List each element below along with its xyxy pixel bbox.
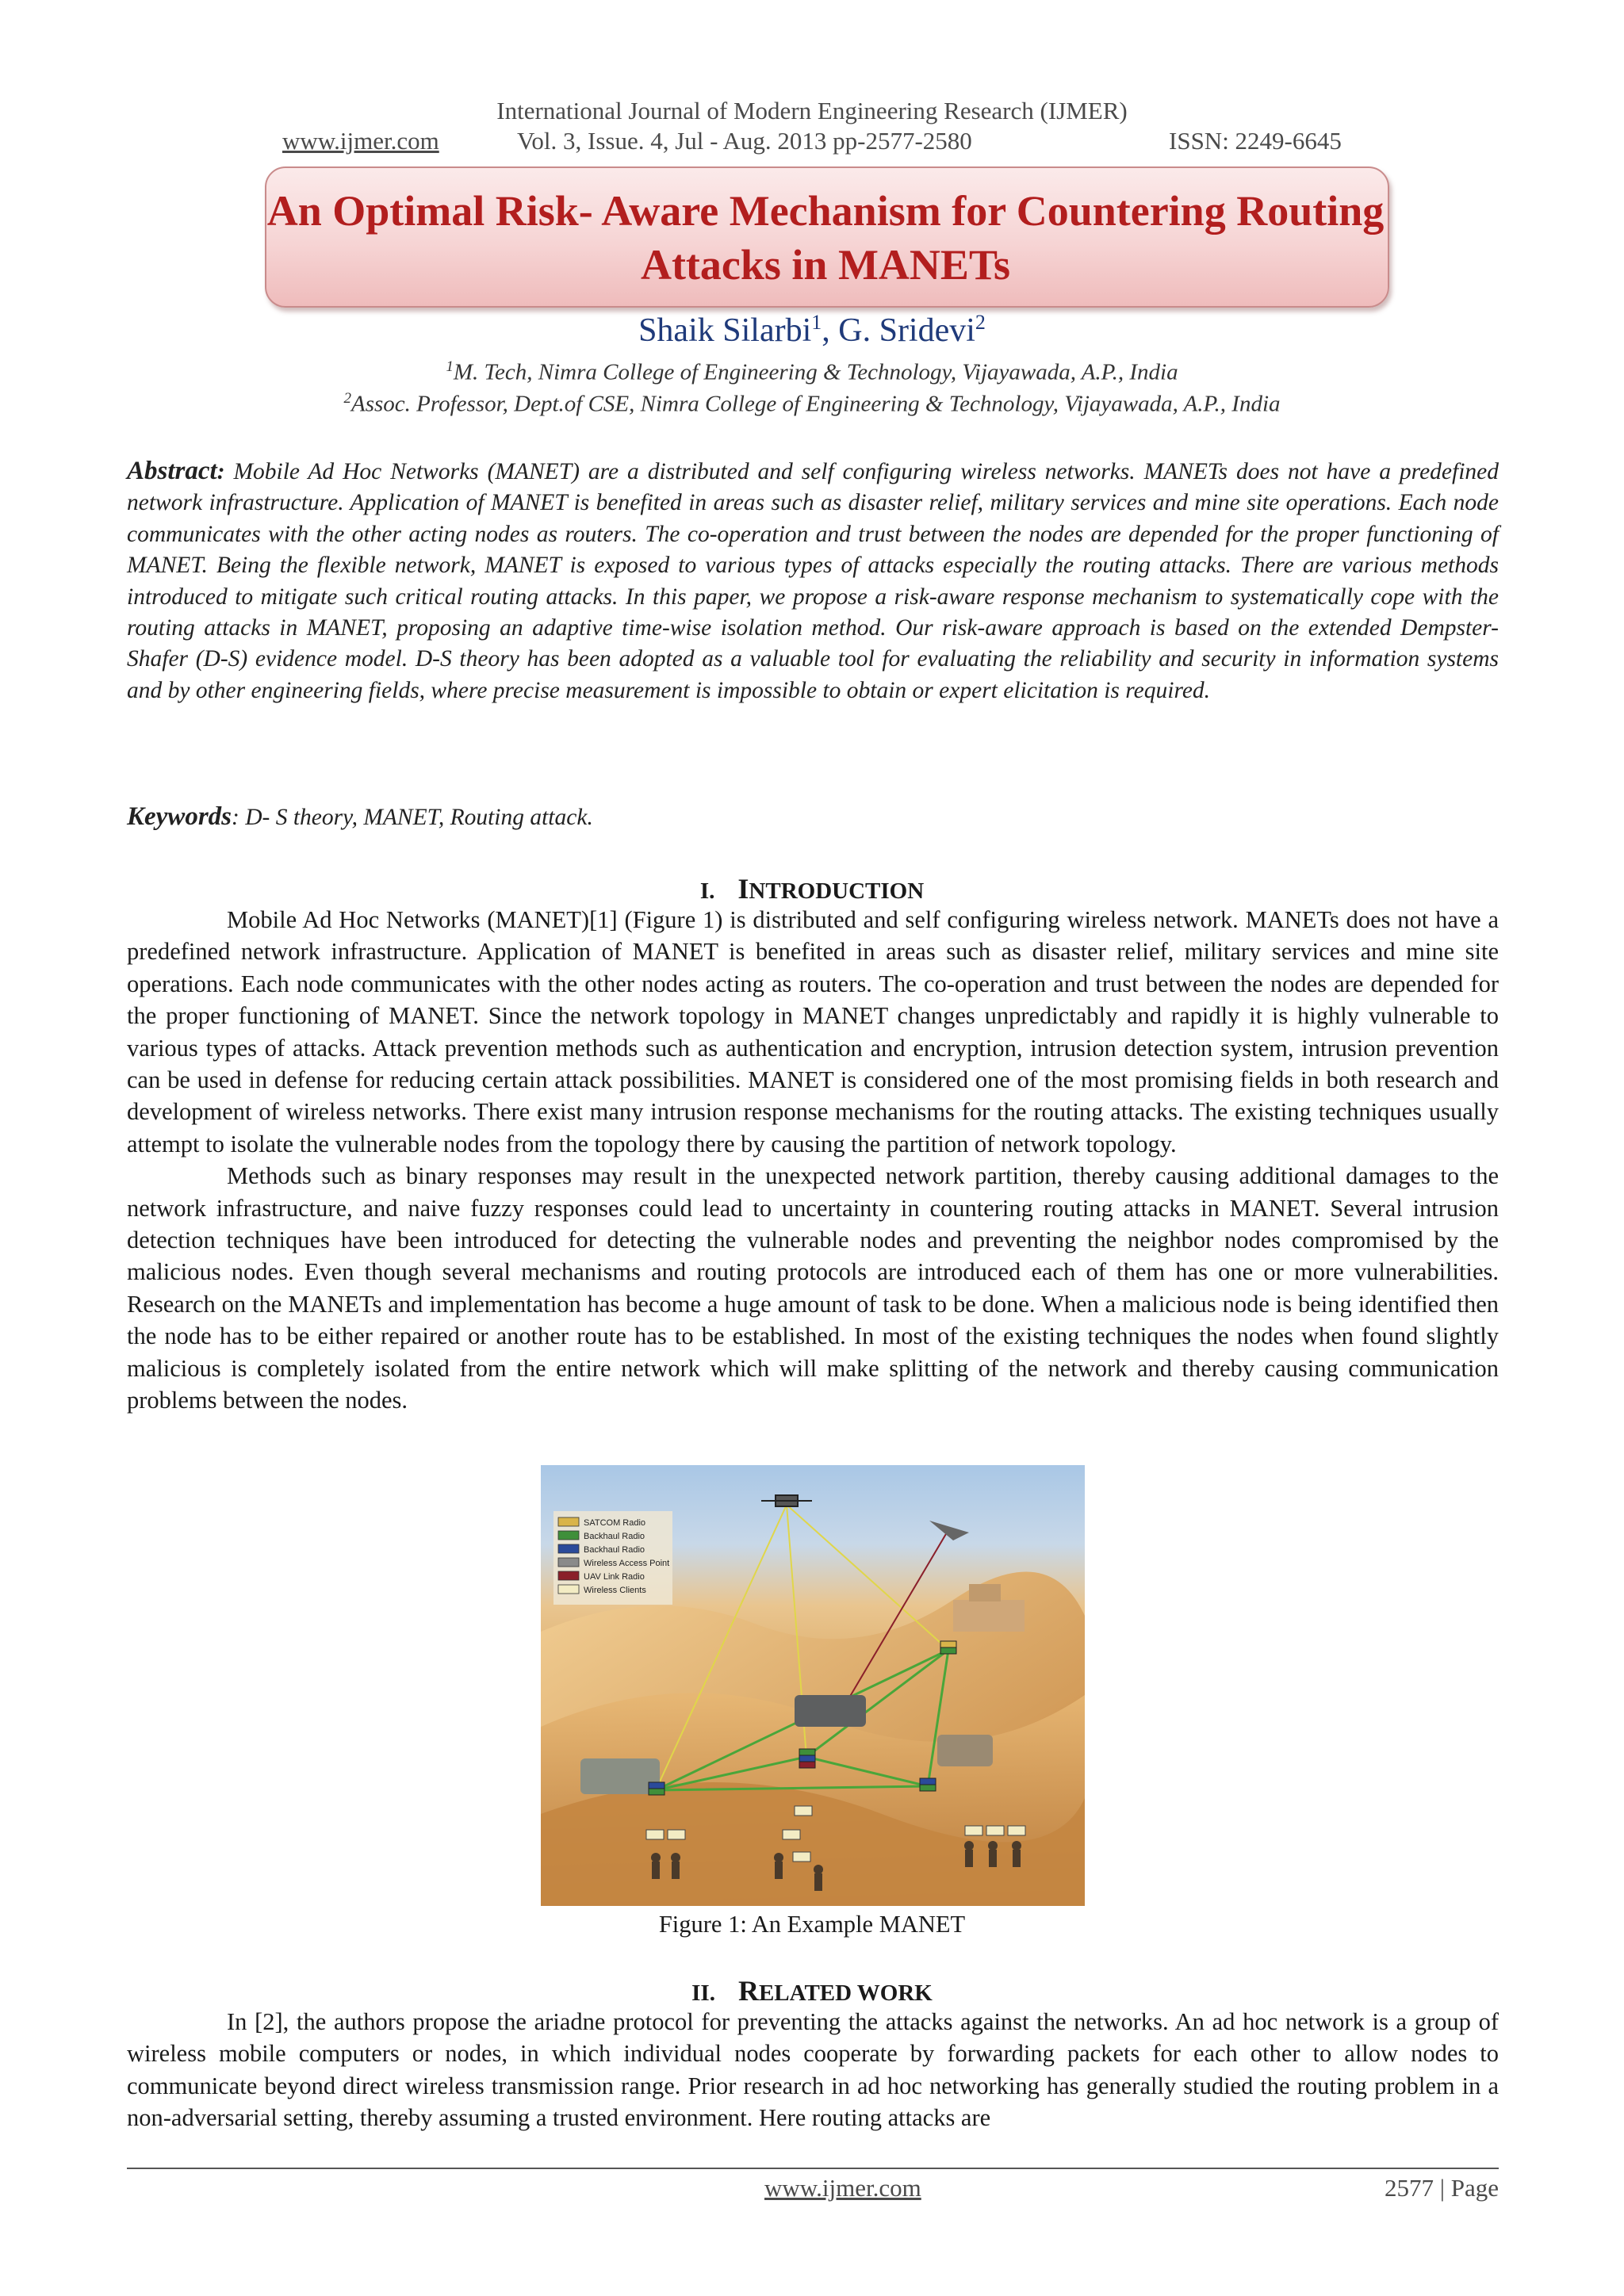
journal-name: International Journal of Modern Engineering Research (IJMER) [496,97,1128,124]
keywords-label: Keywords [127,802,232,831]
related-work-body [127,2006,1499,2134]
volume-info: Vol. 3, Issue. 4, Jul - Aug. 2013 pp-2577-2580 [517,127,972,155]
section-heading [0,1974,1624,2007]
legend-swatch [558,1571,579,1580]
keywords-text: D- S theory, MANET, Routing attack. [245,805,593,830]
abstract-text: Mobile Ad Hoc Networks (MANET) are a distributed and self configuring wireless networks. MANETs does not have a predefined network infrastructure. Application of MANET is benefited in areas such as disaster relief, military services and mine site operations. Each node communicates with the other acting nodes as routers. The co-operation and trust between the nodes are depended for the proper functioning of MANET. Being the flexible network, MANET is exposed to various types of attacks especially the routing attacks. There are various methods introduced to mitigate such critical routing attacks. In this paper, we propose a risk-aware response mechanism to systematically cope with the routing attacks in MANET, proposing an adaptive time-wise isolation method. Our risk-aware approach is based on the extended Dempster-Shafer (D-S) evidence model. D-S theory has been adopted as a valuable tool for evaluating the reliability and security in information systems and by other engineering fields, where precise measurement is impossible to obtain or expert elicitation is required. [127,459,1499,703]
paragraph: Mobile Ad Hoc Networks (MANET)[1] (Figure 1) is distributed and self configuring wireless network. MANETs does not have a predefined network infrastructure. Application of MANET is benefited in areas such as disaster relief, military services and mine site operations. Each node communicates with the other nodes acting as routers. The co-operation and trust between the nodes are depended for the proper functioning of MANET. Since the network topology in MANET changes unpredictably and rapidly it is highly vulnerable to various types of attacks. Attack prevention methods such as authentication and encryption, intrusion detection system, intrusion prevention can be used in defense for reducing certain attack possibilities. MANET is considered one of the most promising fields in both research and development of wireless networks. There exist many intrusion response mechanisms for the routing attacks. The existing techniques usually attempt to isolate the vulnerable nodes from the topology there by causing the partition of network topology. [127,906,1499,1158]
abstract-label: Abstract [127,457,217,485]
section-cap-rest: ELATED WORK [758,1980,933,2006]
author-separator: , [822,312,839,349]
author-line [0,311,1624,350]
abstract [127,456,1499,706]
paragraph: In [2], the authors propose the ariadne protocol for preventing the attacks against the networks. An ad hoc network is a group of wireless mobile computers or nodes, in which individual nodes cooperate by forwarding packets for each other to allow nodes to communicate beyond direct wireless transmission range. Prior research in ad hoc networking has generally studied the routing problem in a non-adversarial setting, thereby assuming a trusted environment. Here routing attacks are [127,2008,1499,2132]
legend-label: UAV Link Radio [584,1572,645,1582]
keywords-colon: : [232,805,246,830]
manet-figure [541,1465,1085,1906]
author-name: G. Sridevi [838,312,975,349]
affiliation-sup: 2 [343,390,351,407]
paragraph: Methods such as binary responses may result in the unexpected network partition, thereby causing additional damages to the network infrastructure, and naive fuzzy responses could lead to uncertainty in countering routing attacks in MANET. Several intrusion detection techniques have been introduced for detecting the vulnerable nodes and preventing the neighbor nodes compromised by the malicious nodes. Even though several mechanisms and routing protocols are introduced each of them has one or more vulnerabilities. Research on the MANETs and implementation has become a huge amount of task to be done. When a malicious node is being identified then the node has to be either repaired or another route has to be established. In most of the existing techniques the nodes when found slightly malicious is completely isolated from the entire network which will make splitting of the network and thereby causing communication problems between the nodes. [127,1162,1499,1414]
legend-label: Backhaul Radio [584,1545,645,1555]
legend-label: Wireless Access Point [584,1559,670,1568]
introduction-body [127,904,1499,1417]
section-cap-first: I [737,873,749,905]
author-sup: 2 [975,311,986,334]
page-number: 2577 | Page [1385,2174,1499,2202]
legend-swatch [558,1558,579,1567]
keywords [127,802,1499,832]
author-sup: 1 [811,311,822,334]
legend-swatch [558,1585,579,1594]
issue-line [282,127,1361,159]
affiliation-text: M. Tech, Nimra College of Engineering & Technology, Vijayawada, A.P., India [453,359,1178,385]
section-cap-first: R [737,1975,759,2007]
section-cap-rest: NTRODUCTION [749,878,925,904]
legend-label: Wireless Clients [584,1586,646,1595]
legend-swatch [558,1531,579,1540]
figure-caption: Figure 1: An Example MANET [658,1911,966,1938]
section-number: I. [699,878,715,904]
author-name: Shaik Silarbi [638,312,812,349]
legend-swatch [558,1544,579,1553]
footer-site-link[interactable]: www.ijmer.com [764,2174,921,2202]
section-number: II. [691,1980,715,2006]
journal-site-link[interactable]: www.ijmer.com [282,127,439,155]
manet-illustration [541,1465,1085,1906]
issn: ISSN: 2249-6645 [1169,127,1342,155]
figure-legend [553,1511,672,1605]
affiliation-2 [0,390,1624,418]
abstract-colon: : [216,459,234,484]
legend-swatch [558,1517,579,1526]
section-heading [0,872,1624,905]
legend-label: Backhaul Radio [584,1532,645,1541]
affiliation-sup: 1 [446,358,454,375]
affiliation-text: Assoc. Professor, Dept.of CSE, Nimra College of Engineering & Technology, Vijayawada, A.P., India [351,391,1281,417]
paper-title: An Optimal Risk- Aware Mechanism for Countering Routing Attacks in MANETs [266,187,1385,289]
footer-rule [127,2168,1499,2169]
legend-label: SATCOM Radio [584,1518,646,1528]
affiliation-1 [0,358,1624,386]
